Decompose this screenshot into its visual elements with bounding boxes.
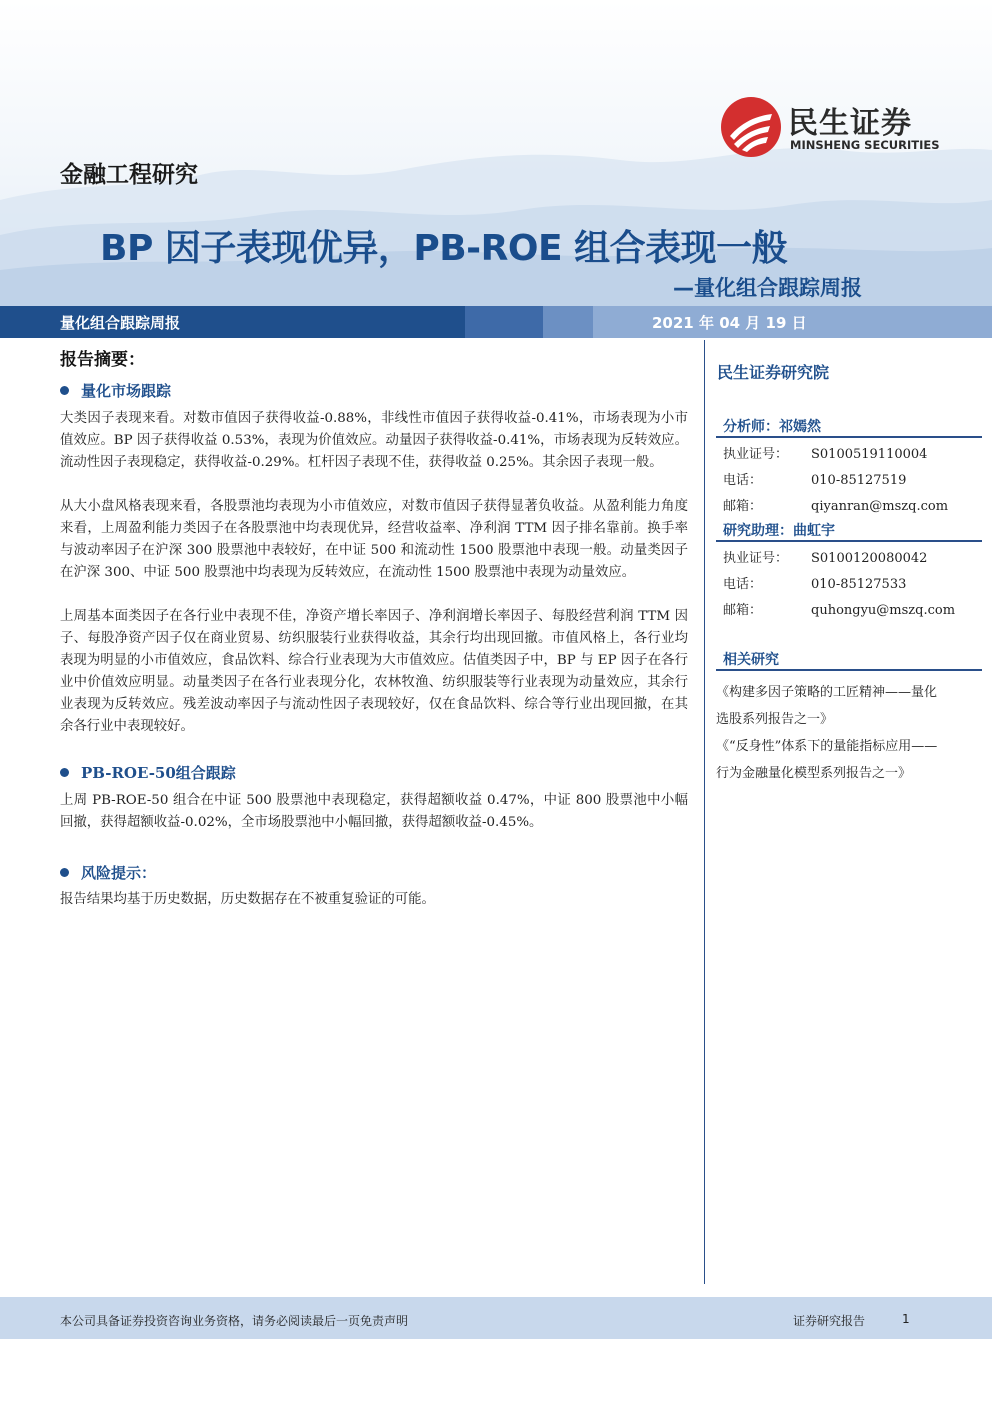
report-title: BP 因子表现优异，PB-ROE 组合表现一般	[100, 228, 788, 269]
paragraph-style-performance: 从大小盘风格表现来看，各股票池均表现为小市值效应，对数市值因子获得显著负收益。从盈利能力角度来看，上周盈利能力类因子在各股票池中均表现优异，经营收益率、净利润 TTM 因子排名靠前。换手率与波动率因子在沪深 300 股票池中表较好，在中证 500 和流动性 1500 股票池中表现一般。动量类因子在沪深 300、中证 500 股票池中均表现为反转效应，在流动性 1500 股票池中表现为动量效应。	[60, 499, 688, 580]
assistant-phone-row: 电话： 010-85127533	[723, 577, 907, 592]
assistant-license-row: 执业证号： S0100120080042	[723, 551, 928, 566]
paragraph-industry-performance: 上周基本面类因子在各行业中表现不佳，净资产增长率因子、净利润增长率因子、每股经营利润 TTM 因子、每股净资产因子仅在商业贸易、纺织服装行业获得收益，其余行均出现回撤。市值风格上，各行业均表现为明显的小市值效应，食品饮料、综合行业表现为大市值效应。估值类因子中，BP 与 EP 因子在各行业中价值效应明显。动量类因子在各行业表现分化，农林牧渔、纺织服装等行业表现为动量效应，其余行业表现为反转效应。残差波动率因子与流动性因子表现较好，仅在食品饮料、综合等行业出现回撤，在其余各行业中表现较好。	[60, 609, 688, 734]
related-report-1-line-1[interactable]: 《构建多因子策略的工匠精神——量化	[716, 685, 938, 700]
divider	[716, 436, 982, 438]
assistant-email-row[interactable]: 邮箱： quhongyu@mszq.com	[723, 603, 956, 618]
section-heading-pbroe: PB-ROE-50组合跟踪	[60, 762, 236, 783]
related-research-label: 相关研究	[723, 652, 779, 668]
analyst-email-row[interactable]: 邮箱： qiyanran@mszq.com	[723, 499, 949, 514]
analyst-license-row: 执业证号： S0100519110004	[723, 447, 928, 462]
minsheng-logo-icon	[720, 96, 782, 158]
banner-date: 2021 年 04 月 19 日	[652, 314, 807, 332]
assistant-label: 研究助理：曲虹宇	[723, 523, 835, 539]
bullet-icon	[60, 386, 69, 395]
report-category: 金融工程研究	[60, 162, 198, 188]
banner-report-type: 量化组合跟踪周报	[60, 314, 181, 332]
footer-disclaimer: 本公司具备证券投资咨询业务资格，请务必阅读最后一页免责声明	[60, 1314, 409, 1328]
column-divider	[704, 340, 705, 1284]
paragraph-pbroe: 上周 PB-ROE-50 组合在中证 500 股票池中表现稳定，获得超额收益 0.47%，中证 800 股票池中小幅回撤，获得超额收益-0.02%，全市场股票池中小幅回撤，获得超额收益-0.45%。	[60, 793, 688, 830]
page-number: 1	[902, 1312, 910, 1326]
logo-name-cn: 民生证券	[788, 106, 912, 141]
analyst-label: 分析师：祁嫣然	[723, 419, 821, 435]
section-heading-risk: 风险提示：	[60, 862, 156, 883]
company-logo	[720, 96, 960, 162]
related-report-2-line-1[interactable]: 《“反身性”体系下的量能指标应用——	[716, 739, 938, 754]
related-report-1-line-2[interactable]: 选股系列报告之一》	[716, 712, 834, 727]
report-subtitle: —量化组合跟踪周报	[673, 276, 862, 300]
paragraph-factor-overview: 大类因子表现来看。对数市值因子获得收益-0.88%，非线性市值因子获得收益-0.41%，市场表现为小市值效应。BP 因子获得收益 0.53%，表现为价值效应。动量因子获得收益-0.41%，市场表现为反转效应。流动性因子表现稳定，获得收益-0.29%。杠杆因子表现不佳，获得收益 0.25%。其余因子表现一般。	[60, 411, 688, 470]
bullet-icon	[60, 868, 69, 877]
footer-doc-type: 证券研究报告	[793, 1314, 866, 1328]
section-heading-market: 量化市场跟踪	[60, 380, 171, 401]
divider	[716, 540, 982, 542]
paragraph-risk: 报告结果均基于历史数据，历史数据存在不被重复验证的可能。	[60, 892, 435, 907]
related-report-2-line-2[interactable]: 行为金融量化模型系列报告之一》	[716, 766, 912, 781]
summary-heading: 报告摘要：	[60, 350, 145, 370]
logo-name-en: MINSHENG SECURITIES	[790, 138, 940, 152]
bullet-icon	[60, 768, 69, 777]
research-institute: 民生证券研究院	[717, 363, 830, 382]
analyst-phone-row: 电话： 010-85127519	[723, 473, 907, 488]
divider	[716, 669, 982, 671]
